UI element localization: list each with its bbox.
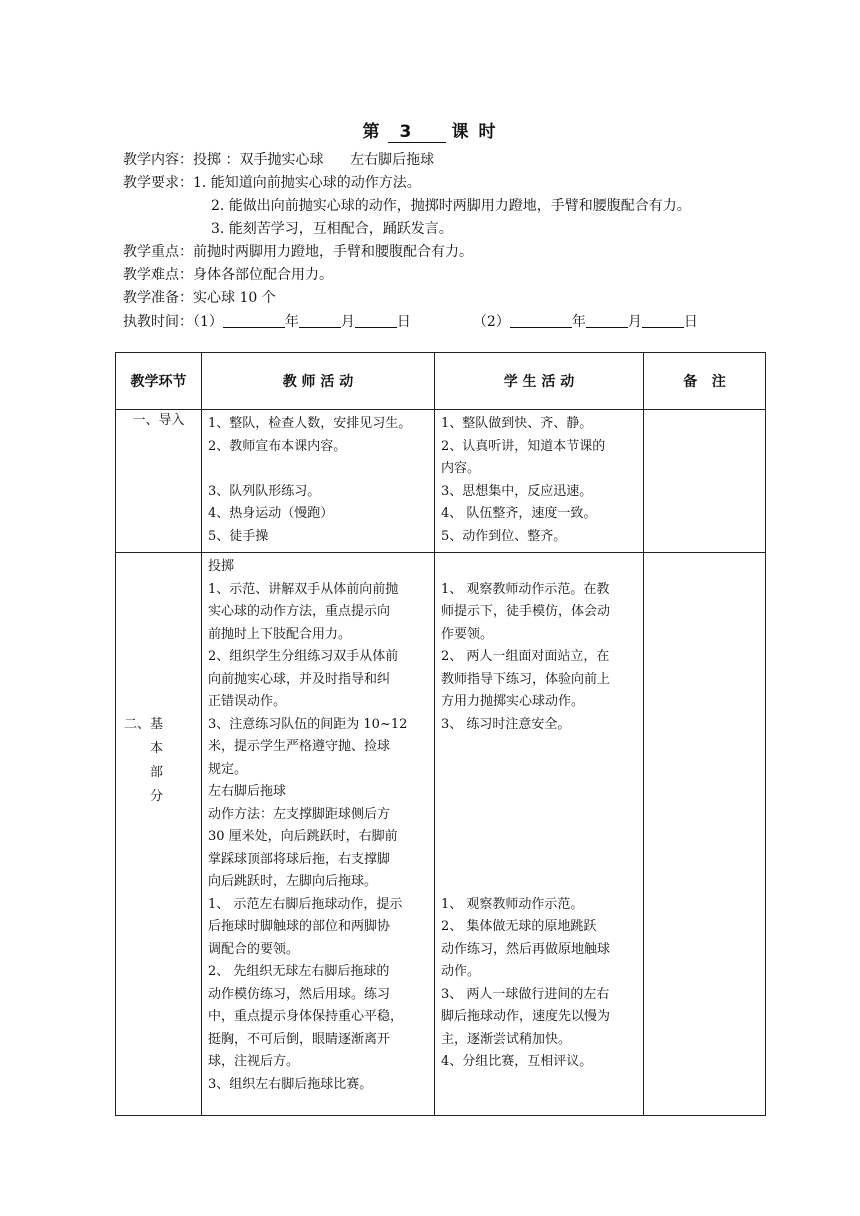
teacher-line: 动作模仿练习，然后用球。练习: [208, 986, 391, 1002]
lesson-title: [0, 117, 860, 143]
year-blank-1: [223, 313, 285, 328]
stage-line: 分: [150, 789, 164, 804]
teacher-line: 向后跳跃时，左脚向后拖球。: [208, 874, 378, 889]
teacher-line: 球，注视后方。: [208, 1054, 300, 1069]
requirement-item: 1. 能知道向前抛实心球的动作方法。: [193, 175, 421, 191]
year-blank-2: [510, 313, 572, 328]
student-line: 1、整队做到快、齐、静。: [441, 416, 593, 431]
student-line: 主，逐渐尝试稍加快。: [441, 1031, 572, 1047]
student-line: 2、 集体做无球的原地跳跃: [441, 919, 597, 934]
teacher-line: 后拖球时脚触球的部位和两脚协: [208, 919, 391, 934]
table-row: [116, 553, 766, 1116]
key-point-value: 前抛时两脚用力蹬地，手臂和腰腹配合有力。: [193, 244, 473, 260]
teacher-line: 2、 先组织无球左右脚后拖球的: [208, 964, 390, 979]
requirements-label: 教学要求：: [123, 175, 193, 191]
student-line: 3、 练习时注意安全。: [441, 716, 571, 732]
teacher-line: 规定。: [208, 761, 248, 777]
student-line: 3、 两人一球做行进间的左右: [441, 986, 610, 1002]
preparation-label: 教学准备：: [123, 290, 193, 306]
student-line: 作要领。: [441, 626, 494, 642]
year-text: 年: [571, 314, 586, 330]
student-line: 4、 队伍整齐，速度一致。: [441, 506, 597, 521]
header-stage: 教学环节: [116, 353, 202, 410]
day-text: 日: [396, 314, 411, 330]
student-line: 内容。: [441, 461, 481, 476]
table-header-row: [116, 353, 766, 410]
teacher-line: 3、注意练习队伍的间距为 10~12: [208, 716, 408, 732]
student-line: 动作。: [441, 964, 481, 979]
teacher-line: 1、整队，检查人数，安排见习生。: [208, 416, 412, 431]
requirement-item: 2. 能做出向前抛实心球的动作，抛掷时两脚用力蹬地，手臂和腰腹配合有力。: [211, 198, 691, 214]
teaching-content: [123, 152, 434, 169]
year-text: 年: [284, 314, 299, 330]
stage-intro: 一、导入: [116, 410, 202, 553]
teacher-line: 调配合的要领。: [208, 941, 300, 957]
preparation-value: 实心球 10 个: [193, 290, 276, 306]
teacher-activity-cell: [202, 553, 435, 1116]
teacher-line: 左右脚后拖球: [208, 784, 287, 799]
time-label: 执教时间：: [123, 314, 193, 330]
stage-line: 二、基: [124, 717, 164, 732]
table-row: [116, 410, 766, 553]
teacher-line: 2、教师宣布本课内容。: [208, 438, 347, 454]
spacer: [441, 556, 637, 579]
teaching-content-label: 教学内容：: [123, 152, 193, 168]
spacer: [208, 458, 428, 481]
teaching-content-value: 投掷 ：双手抛实心球 左右脚后拖球: [193, 152, 435, 168]
stage-line: 本: [150, 741, 164, 756]
student-line: 方用力抛掷实心球动作。: [441, 694, 585, 709]
lesson-plan-table: [115, 352, 766, 1116]
teacher-line: 3、组织左右脚后拖球比赛。: [208, 1076, 373, 1092]
teacher-line: 中，重点提示身体保持重心平稳，: [208, 1009, 404, 1024]
spacer: [441, 804, 637, 827]
teacher-line: 挺胸，不可后倒，眼睛逐渐离开: [208, 1031, 391, 1047]
requirement-item: 3. 能刻苦学习，互相配合，踊跃发言。: [211, 221, 453, 237]
month-blank-2: [586, 313, 628, 328]
month-text: 月: [340, 314, 355, 330]
teacher-line: 1、示范、讲解双手从体前向前抛: [208, 581, 399, 597]
teacher-line: 4、热身运动（慢跑）: [208, 506, 334, 521]
teaching-time: [123, 313, 698, 331]
teaching-difficulty: [123, 267, 333, 284]
lesson-number: 3: [388, 122, 446, 143]
student-line: 动作练习，然后再做原地触球: [441, 941, 611, 957]
student-line: 师提示下，徒手模仿，体会动: [441, 604, 611, 619]
teacher-line: 3、队列队形练习。: [208, 483, 321, 499]
day-text: 日: [683, 314, 698, 330]
teacher-activity-cell: [202, 410, 435, 553]
teacher-line: 5、徒手操: [208, 528, 269, 544]
title-prefix: 第: [362, 122, 382, 142]
spacer: [441, 736, 637, 759]
student-line: 3、思想集中，反应迅速。: [441, 483, 593, 499]
teacher-line: 正错误动作。: [208, 694, 287, 709]
month-text: 月: [627, 314, 642, 330]
spacer: [441, 759, 637, 782]
spacer: [441, 849, 637, 872]
student-line: 5、动作到位、整齐。: [441, 528, 567, 544]
student-line: 教师指导下练习，体验向前上: [441, 671, 611, 687]
student-line: 脚后拖球动作，速度先以慢为: [441, 1009, 611, 1024]
spacer: [441, 871, 637, 894]
title-suffix: 课 时: [451, 122, 498, 142]
teacher-line: 前抛时上下肢配合用力。: [208, 626, 352, 642]
teaching-key-point: [123, 244, 473, 261]
student-line: 2、认真听讲，知道本节课的: [441, 438, 606, 454]
month-blank-1: [299, 313, 341, 328]
day-blank-1: [355, 313, 397, 328]
student-line: 1、 观察教师动作示范。在教: [441, 581, 610, 597]
difficulty-label: 教学难点：: [123, 267, 193, 283]
student-line: 2、 两人一组面对面站立，在: [441, 649, 610, 664]
student-activity-cell: [435, 410, 644, 553]
difficulty-value: 身体各部位配合用力。: [193, 267, 333, 283]
spacer: [441, 781, 637, 804]
stage-basic: [116, 553, 202, 1116]
student-activity-cell: [435, 553, 644, 1116]
header-student-activity: 学 生 活 动: [435, 353, 644, 410]
spacer: [441, 826, 637, 849]
teacher-line: 掌踩球顶部将球后拖，右支撑脚: [208, 851, 391, 867]
time-period-1: （1）: [193, 314, 223, 330]
notes-cell: [644, 553, 766, 1116]
teacher-line: 实心球的动作方法，重点提示向: [208, 604, 391, 619]
teacher-line: 2、组织学生分组练习双手从体前: [208, 649, 399, 664]
teacher-line: 投掷: [208, 559, 235, 574]
teacher-line: 30 厘米处，向后跳跃时，右脚前: [208, 829, 398, 844]
time-period-2: （2）: [472, 314, 510, 330]
student-line: 1、 观察教师动作示范。: [441, 896, 584, 912]
teaching-preparation: [123, 290, 276, 307]
header-notes: 备 注: [644, 353, 766, 410]
teaching-requirements: [123, 175, 421, 192]
student-line: 4、分组比赛，互相评议。: [441, 1054, 593, 1069]
teacher-line: 动作方法：左支撑脚距球侧后方: [208, 806, 391, 822]
notes-cell: [644, 410, 766, 553]
day-blank-2: [642, 313, 684, 328]
teacher-line: 1、 示范左右脚后拖球动作，提示: [208, 896, 403, 912]
header-teacher-activity: 教 师 活 动: [202, 353, 435, 410]
teacher-line: 米，提示学生严格遵守抛、捡球: [208, 739, 391, 754]
teacher-line: 向前抛实心球，并及时指导和纠: [208, 671, 391, 687]
stage-line: 部: [150, 765, 164, 780]
key-point-label: 教学重点：: [123, 244, 193, 260]
